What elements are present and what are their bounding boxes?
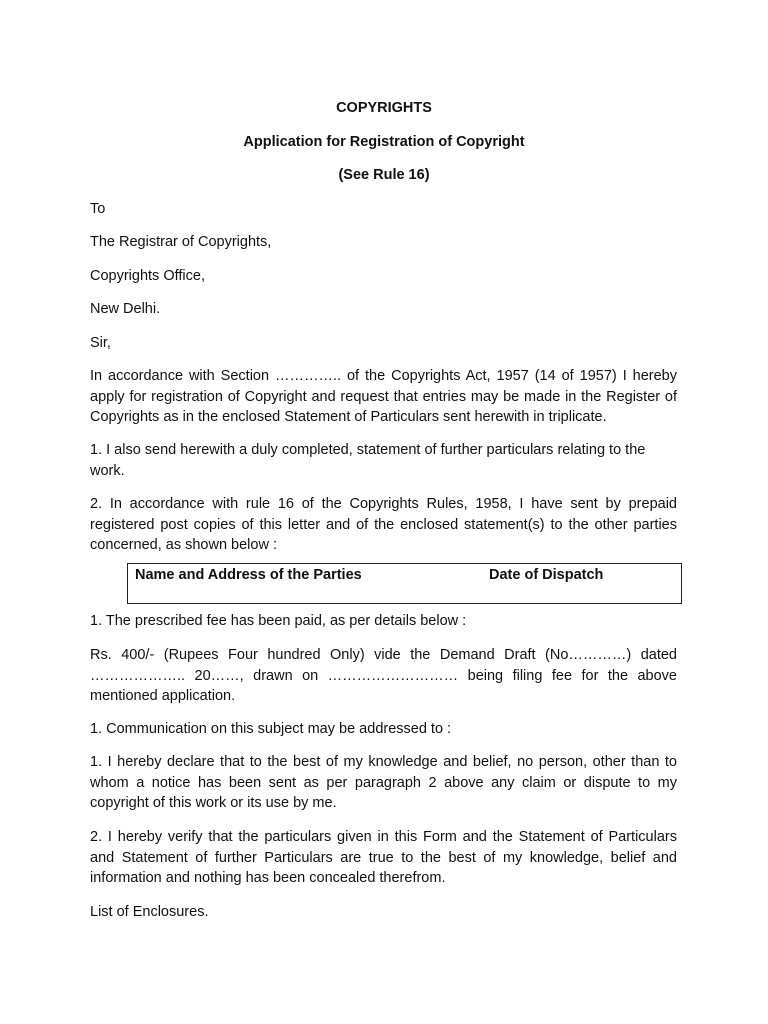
- document-title: COPYRIGHTS: [336, 100, 432, 116]
- address-line-city: New Delhi.: [90, 301, 161, 317]
- further-particulars-paragraph: 1. I also send herewith a duly completed, statement of further particulars relating to the work.: [90, 442, 646, 479]
- rule16-paragraph: 2. In accordance with rule 16 of the Copyrights Rules, 1958, I have sent by prepaid registered post copies of this letter and of the enclosed statement(s) to the other parties concerned, as shown below :: [90, 496, 677, 553]
- intro-paragraph: In accordance with Section ………….. of the Copyrights Act, 1957 (14 of 1957) I hereby apply for registration of Copyright and request that entries may be made in the Register of Copyrights as in the enclosed Statement of Particulars sent herewith in triplicate.: [90, 368, 677, 425]
- parties-date-header: Date of Dispatch: [489, 567, 604, 583]
- address-line-office: Copyrights Office,: [90, 268, 205, 284]
- address-to: To: [90, 201, 106, 217]
- verification-paragraph: 2. I hereby verify that the particulars given in this Form and the Statement of Particulars and Statement of further Particulars are true to the best of my knowledge, belief and information and nothing has been concealed therefrom.: [90, 829, 677, 886]
- fee-details-paragraph: Rs. 400/- (Rupees Four hundred Only) vide the Demand Draft (No…………) dated ……………….. 20……, drawn on ……………………… being filing fee for the above mentioned application.: [90, 647, 677, 704]
- fee-paragraph: 1. The prescribed fee has been paid, as per details below :: [90, 613, 467, 629]
- declaration-paragraph: 1. I hereby declare that to the best of my knowledge and belief, no person, other than to whom a notice has been sent as per paragraph 2 above any claim or dispute to my copyright of this work or its use by me.: [90, 754, 677, 811]
- rule-reference: (See Rule 16): [338, 167, 430, 183]
- parties-table: [127, 563, 682, 604]
- parties-name-header: Name and Address of the Parties: [135, 567, 362, 583]
- enclosures-label: List of Enclosures.: [90, 904, 209, 920]
- salutation: Sir,: [90, 335, 111, 351]
- address-line-registrar: The Registrar of Copyrights,: [90, 234, 272, 250]
- communication-paragraph: 1. Communication on this subject may be addressed to :: [90, 721, 452, 737]
- document-subtitle: Application for Registration of Copyright: [243, 134, 525, 150]
